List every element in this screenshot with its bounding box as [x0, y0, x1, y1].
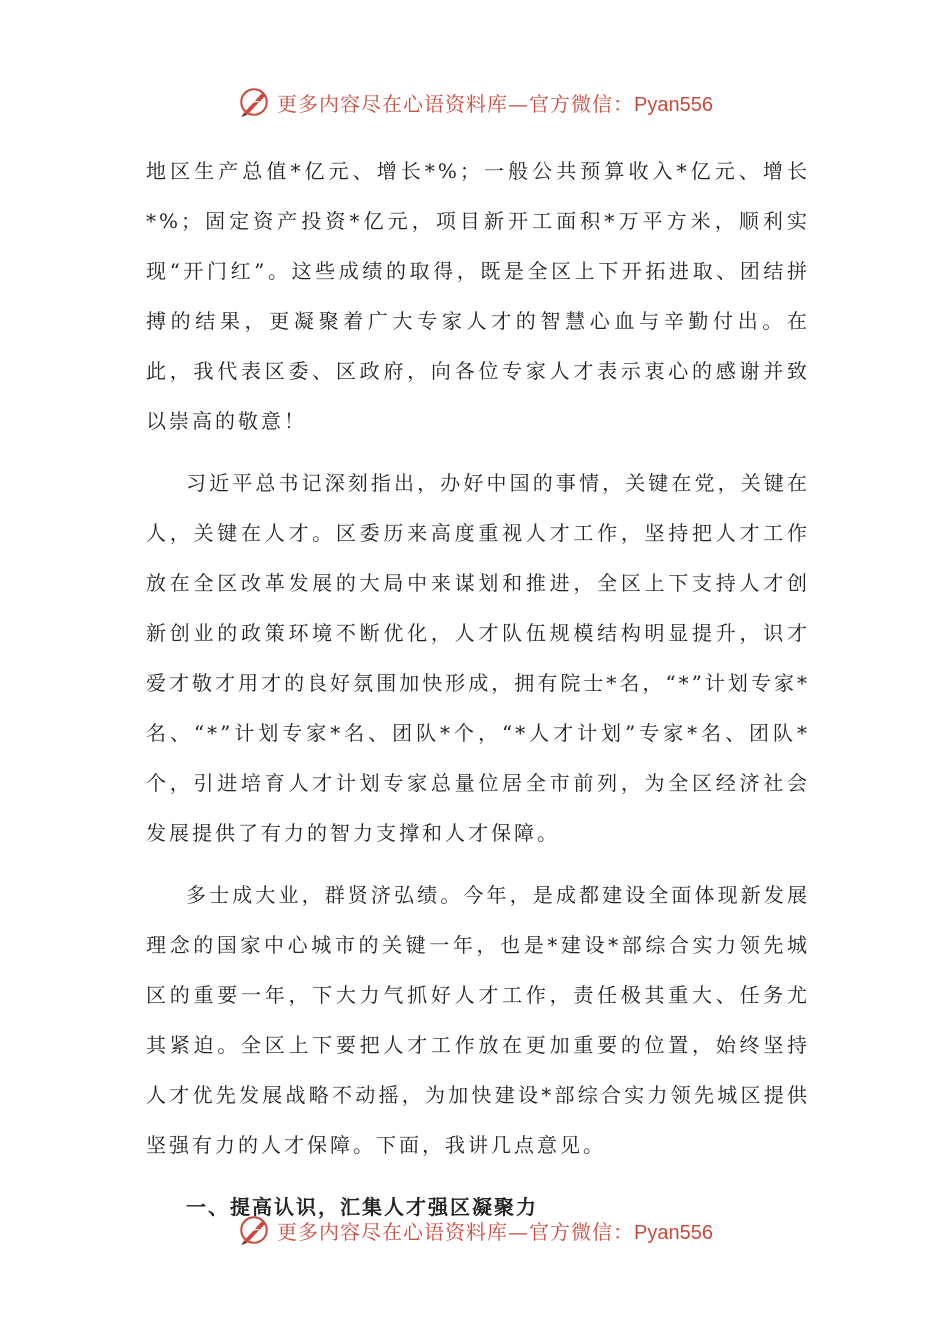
header-banner-text	[277, 88, 713, 117]
paragraph-3: 多士成大业，群贤济弘绩。今年，是成都建设全面体现新发展理念的国家中心城市的关键一年，也是*建设*部综合实力领先城区的重要一年，下大力气抓好人才工作，责任极其重大、任务尤其紧迫。全区上下要把人才工作放在更加重要的位置，始终坚持人才优先发展战略不动摇，为加快建设*部综合实力领先城区提供坚强有力的人才保障。下面，我讲几点意见。	[146, 883, 810, 1157]
header-banner-label: 更多内容尽在心语资料库—官方微信：	[277, 91, 635, 116]
section-heading: 一、提高认识，汇集人才强区凝聚力	[186, 1195, 538, 1219]
footer-wechat-id: Pyan556	[634, 1221, 713, 1244]
pen-logo-icon	[237, 85, 271, 119]
footer-banner	[0, 1208, 950, 1252]
header-wechat-id: Pyan556	[634, 93, 713, 116]
pen-logo-icon	[237, 1213, 271, 1247]
footer-banner-label: 更多内容尽在心语资料库—官方微信：	[277, 1219, 635, 1244]
paragraph-2: 习近平总书记深刻指出，办好中国的事情，关键在党，关键在人，关键在人才。区委历来高度重视人才工作，坚持把人才工作放在全区改革发展的大局中来谋划和推进，全区上下支持人才创新创业的政策环境不断优化，人才队伍规模结构明显提升，识才爱才敬才用才的良好氛围加快形成，拥有院士*名，“*”计划专家*名、“*”计划专家*名、团队*个，“*人才计划”专家*名、团队*个，引进培育人才计划专家总量位居全市前列，为全区经济社会发展提供了有力的智力支撑和人才保障。	[146, 471, 810, 845]
document-body	[146, 146, 810, 1232]
paragraph-1: 地区生产总值*亿元、增长*%；一般公共预算收入*亿元、增长*%；固定资产投资*亿元，项目新开工面积*万平方米，顺利实现“开门红”。这些成绩的取得，既是全区上下开拓进取、团结拼搏的结果，更凝聚着广大专家人才的智慧心血与辛勤付出。在此，我代表区委、区政府，向各位专家人才表示衷心的感谢并致以崇高的敬意！	[146, 159, 810, 433]
footer-banner-text	[277, 1216, 713, 1245]
header-banner	[0, 80, 950, 124]
